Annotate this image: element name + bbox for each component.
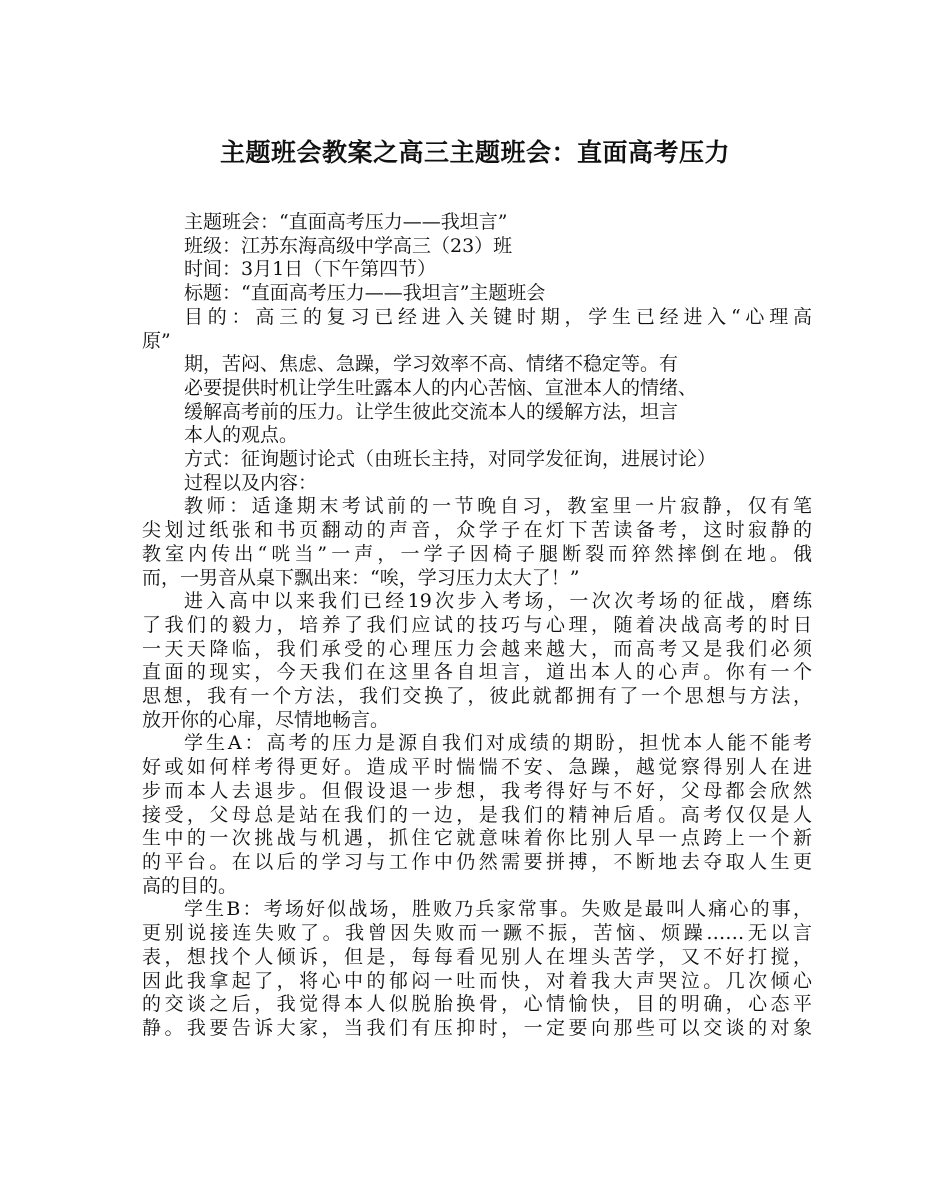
text-line: 方式：征询题讨论式（由班长主持，对同学发征询，进展讨论） — [184, 448, 717, 471]
text-line: 生中的一次挑战与机遇，抓住它就意味着你比别人早一点跨上一个新 — [142, 827, 812, 850]
text-line: 时间：3月1日（下午第四节） — [184, 258, 437, 281]
document-title: 主题班会教案之高三主题班会：直面高考压力 — [219, 138, 730, 167]
text-line: 直面的现实，今天我们在这里各自坦言，道出本人的心声。你有一个 — [142, 661, 812, 684]
document-body — [142, 211, 812, 1041]
text-line: 接受，父母总是站在我们的一边，是我们的精神后盾。高考仅仅是人 — [142, 803, 812, 826]
text-line: 一天天降临，我们承受的心理压力会越来越大，而高考又是我们必须 — [142, 637, 812, 660]
text-line: 放开你的心扉，尽情地畅言。 — [142, 708, 390, 731]
text-line: 好或如何样考得更好。造成平时惴惴不安、急躁，越觉察得别人在进 — [142, 756, 812, 779]
text-line: 思想，我有一个方法，我们交换了，彼此就都拥有了一个思想与方法， — [142, 685, 812, 708]
text-line: 学生B：考场好似战场，胜败乃兵家常事。失败是最叫人痛心的事， — [184, 898, 812, 921]
text-line: 教室内传出“咣当”一声，一学子因椅子腿断裂而猝然摔倒在地。俄 — [142, 542, 812, 565]
text-line: 标题：“直面高考压力——我坦言”主题班会 — [184, 282, 546, 305]
text-line: 本人的观点。 — [184, 424, 299, 447]
text-line: 步而本人去退步。但假设退一步想，我考得好与不好，父母都会欣然 — [142, 779, 812, 802]
text-line: 原” — [142, 329, 171, 352]
text-line: 班级：江苏东海高级中学高三（23）班 — [184, 234, 513, 257]
text-line: 表，想找个人倾诉，但是，每每看见别人在埋头苦学，又不好打搅， — [142, 945, 812, 968]
text-line: 学生A：高考的压力是源自我们对成绩的期盼，担忧本人能不能考 — [184, 732, 812, 755]
text-line: 的交谈之后，我觉得本人似脱胎换骨，心情愉快，目的明确，心态平 — [142, 993, 812, 1016]
text-line: 而，一男音从桌下飘出来：“唉，学习压力太大了！” — [142, 566, 580, 589]
text-line: 因此我拿起了，将心中的郁闷一吐而快，对着我大声哭泣。几次倾心 — [142, 969, 812, 992]
text-line: 教师：适逢期末考试前的一节晚自习，教室里一片寂静，仅有笔 — [184, 495, 812, 518]
text-line: 更别说接连失败了。我曾因失败而一蹶不振，苦恼、烦躁……无以言 — [142, 922, 812, 945]
text-line: 目的：高三的复习已经进入关键时期，学生已经进入“心理高 — [184, 305, 812, 328]
text-line: 必要提供时机让学生吐露本人的内心苦恼、宣泄本人的情绪、 — [184, 376, 698, 399]
text-line: 了我们的毅力，培养了我们应试的技巧与心理，随着决战高考的时日 — [142, 613, 812, 636]
text-line: 静。我要告诉大家，当我们有压抑时，一定要向那些可以交谈的对象 — [142, 1016, 812, 1039]
text-line: 进入高中以来我们已经19次步入考场，一次次考场的征战，磨练 — [184, 590, 812, 613]
text-line: 的平台。在以后的学习与工作中仍然需要拼搏，不断地去夺取人生更 — [142, 850, 812, 873]
text-line: 高的目的。 — [142, 874, 238, 897]
text-line: 主题班会：“直面高考压力——我坦言” — [184, 211, 508, 233]
text-line: 缓解高考前的压力。让学生彼此交流本人的缓解方法，坦言 — [184, 400, 679, 423]
text-line: 尖划过纸张和书页翻动的声音，众学子在灯下苦读备考，这时寂静的 — [142, 519, 812, 542]
text-line: 过程以及内容： — [184, 471, 318, 494]
text-line: 期，苦闷、焦虑、急躁，学习效率不高、情绪不稳定等。有 — [184, 353, 679, 376]
